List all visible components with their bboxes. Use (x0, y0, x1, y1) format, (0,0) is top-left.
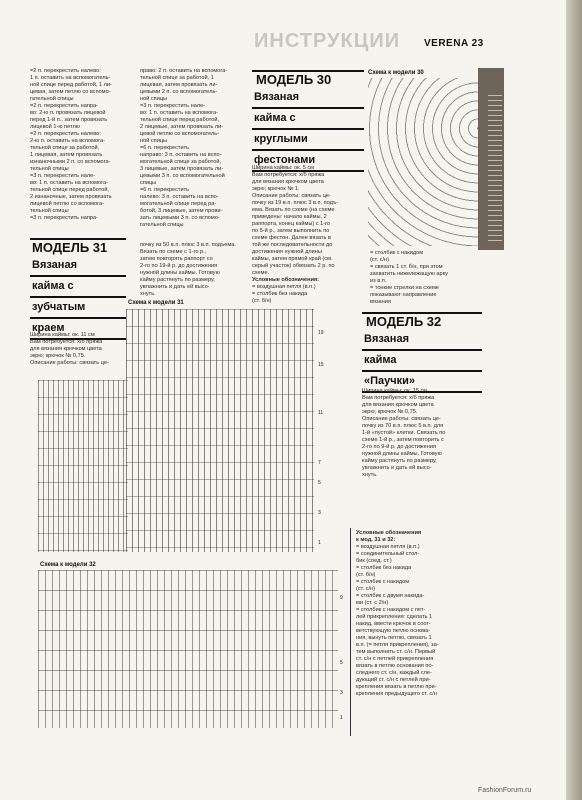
brand-header (424, 38, 484, 49)
text-line: для вязания крючком цвета (252, 179, 324, 185)
model30-title-line: фестонами (252, 151, 364, 172)
text-line: раппорта, конец каймы) с 1-го (252, 221, 331, 227)
text-line: схеме. (252, 270, 270, 276)
text-line: ной спицы (140, 96, 168, 102)
column-divider (350, 528, 351, 736)
text-line: схеме 1-й р., затем повторить с (362, 437, 444, 443)
text-line: тельной спицы (30, 208, 69, 214)
text-line: накид, ввести крючок в соот- (356, 621, 431, 627)
text-line: 2 лицевые, затем провязать ли- (140, 124, 224, 130)
text-line: лицевая, затем провязать ли- (140, 82, 218, 88)
text-line: захватить нижележащую арку (370, 271, 448, 277)
text-line: для вязания крючком цвета (362, 402, 434, 408)
text-line: Условные обозначения (356, 530, 422, 536)
text-line: для вязания крючком цвета (30, 346, 102, 352)
text-line: по 5-й р., затем выполнить по (252, 228, 330, 234)
text-line: = столбик с накидом (370, 250, 424, 256)
text-line: ми (ст. с 2/н) (356, 600, 389, 606)
text-line: зать лицевыми 3 п. со вспомо- (140, 215, 220, 221)
text-line: во: 1 п. оставить на вспомога- (140, 110, 219, 116)
text-line: Ширина каймы: ок. 11 см (30, 332, 95, 338)
text-line: 3 лицевые, затем провязать ли- (140, 166, 224, 172)
text-line: кайму растянуть по размеру, (362, 458, 437, 464)
model31-title-line: краем (30, 319, 126, 340)
text-line: = столбик с накидом (356, 579, 410, 585)
scheme30-label: Схема к модели 30 (368, 70, 424, 76)
page-number: 23 (471, 38, 484, 49)
middle-column-text (140, 68, 246, 229)
text-line: ния, вынуть петлю, связать 1 (356, 635, 432, 641)
text-line: цевыми 3 п. со вспомогательной (140, 173, 225, 179)
text-line: = столбик с двумя накида- (356, 593, 425, 599)
model32-legend (356, 530, 460, 698)
text-line: почку из 50 в.п. плюс 3 в.п. подъема. (140, 242, 236, 248)
text-line: = соединительный стол- (356, 551, 420, 557)
text-line: лицевой 1-ю петлю (30, 124, 80, 130)
text-line: ст. с/н с петлей прикрепления (356, 656, 434, 662)
model32-title-line: кайма (362, 351, 482, 372)
model30-label: МОДЕЛЬ 30 (256, 72, 332, 87)
text-line: цевая, затем петлю со вспомо- (30, 89, 111, 95)
text-line: (ст. с/н) (370, 257, 390, 263)
model30-title (252, 88, 364, 172)
text-line: = воздушная петля (в.п.) (356, 544, 420, 550)
text-line: = столбик без накида (252, 291, 308, 297)
text-line: (ст. б/н) (252, 298, 272, 304)
text-line: лей прикрепления: сделать 1 (356, 614, 433, 620)
model31-title-line: зубчатым (30, 298, 126, 319)
text-line: схеме фестон. Далее вязать в (252, 235, 331, 241)
text-line: =2 п. перекрестить налево: (30, 68, 101, 74)
scheme31-diagram (126, 309, 314, 552)
text-line: =2 п. перекрестить налево: (30, 131, 101, 137)
text-line: показывают направление (370, 292, 437, 298)
text-line: крепления предыдущего ст. с/н (356, 691, 437, 697)
model32-title-line: «Паучки» (362, 372, 482, 393)
text-line: из в.п. (370, 278, 387, 284)
text-line: следнего ст. с/н, каждый сле- (356, 670, 432, 676)
text-line: = связать 1 ст. б/н, при этом (370, 264, 443, 270)
text-line: хнуть. (140, 291, 156, 297)
text-line: =3 п. перекрестить нале- (140, 103, 206, 109)
text-line: =3 п. перекрестить нале- (30, 173, 96, 179)
text-line: тельной спице перед работой, (140, 117, 219, 123)
scheme32-diagram (38, 570, 338, 728)
text-line: =6 п. перекрестить (140, 187, 190, 193)
text-line: = воздушная петля (в.п.) (252, 284, 316, 290)
text-line: Описание работы: связать це- (362, 416, 441, 422)
text-line: тем выполнить ст. с/н. Первый (356, 649, 436, 655)
text-line: перед 1-й п., затем провязать (30, 117, 108, 123)
text-line: 1-й «пустой» клетки. Связать по (362, 430, 446, 436)
text-line: направо: 3 п. оставить на вспо- (140, 152, 222, 158)
text-line: ема. Вязать по схеме (на схеме (252, 207, 335, 213)
model31-title-line: Вязаная (30, 256, 126, 277)
text-line: цевыми 2 п. со вспомогатель- (140, 89, 218, 95)
text-line: в.п. (= петля прикрепления), за- (356, 642, 439, 648)
header-ghost-title: ИНСТРУКЦИИ (254, 30, 401, 52)
text-line: ботой, 3 лицевые, затем прови- (140, 208, 223, 214)
text-line: ветствующую петлю основа- (356, 628, 431, 634)
row-number: 15 (318, 362, 324, 368)
model31-title (30, 256, 126, 340)
text-line: достижения нужной длины (252, 249, 322, 255)
text-line: могательной спице перед ра- (140, 201, 217, 207)
scheme31-diagram-left (38, 380, 128, 552)
text-line: серый участок) обвязать 2 р. по (252, 263, 335, 269)
text-line: тельной спице за работой, (30, 145, 100, 151)
text-line: во: 1 п. оставить на вспомога- (30, 180, 109, 186)
model32-label: МОДЕЛЬ 32 (366, 314, 442, 329)
text-line: Описание работы: связать це- (30, 360, 109, 366)
text-line: ной спице перед работой, 1 ли- (30, 82, 112, 88)
text-line: Вам потребуется: х/б пряжа (362, 395, 435, 401)
page-binding-edge (566, 0, 582, 800)
text-line: изнаночными 2 п. со вспомога- (30, 159, 111, 165)
text-line: бик (соед. ст.) (356, 558, 392, 564)
model31-label: МОДЕЛЬ 31 (32, 240, 108, 255)
text-line: 2 изнаночные, затем провязать (30, 194, 112, 200)
row-number: 3 (318, 510, 321, 516)
text-line: дующий ст. с/н с петлей при- (356, 677, 431, 683)
brand-name: VERENA (424, 38, 469, 49)
text-line: той же последовательности до (252, 242, 333, 248)
left-column-text (30, 68, 136, 222)
text-line: =2 п. перекрестить напра- (30, 103, 98, 109)
model32-title-line: Вязаная (362, 330, 482, 351)
text-line: лицевой петлю со вспомога- (30, 201, 104, 207)
text-line: каймы, затем прямой край (см. (252, 256, 333, 262)
text-line: Ширина каймы: ок. 15 см (362, 388, 428, 394)
text-line: увлажнить и дать ей высо- (362, 465, 432, 471)
text-line: = тонкие стрелки на схеме (370, 285, 439, 291)
text-line: =6 п. перекрестить (140, 145, 190, 151)
row-number: 1 (340, 715, 343, 721)
text-line: =3 п. перекрестить напра- (30, 215, 98, 221)
model31-title-line: кайма с (30, 277, 126, 298)
text-line: затем повторять раппорт со (140, 256, 213, 262)
text-line: тельной спице перед работой, (30, 187, 109, 193)
text-line: Вам потребуется: х/б пряжа (252, 172, 325, 178)
text-line: вязания (370, 299, 391, 305)
text-line: почку из 70 в.п. плюс 5 в.п. для (362, 423, 444, 429)
text-line: вязать в петлю основания по- (356, 663, 434, 669)
text-line: 2-ю п. оставить на вспомога- (30, 138, 105, 144)
text-line: экрю; крючок № 0,75. (30, 353, 86, 359)
row-number: 7 (318, 460, 321, 466)
text-line: 2-го по 19-й р. до достижения (140, 263, 218, 269)
model32-title (362, 330, 482, 393)
text-line: Условные обозначения: (252, 277, 320, 283)
page-edge-ticks (488, 95, 502, 245)
text-line: могательной спице за работой, (140, 159, 222, 165)
text-line: тельной спице за работой, 1 (140, 75, 214, 81)
row-number: 5 (340, 660, 343, 666)
text-line: увлажнить и дать ей высо- (140, 284, 210, 290)
scheme30-diagram (368, 78, 478, 246)
row-number: 5 (318, 480, 321, 486)
text-line: право: 2 п. оставить на вспомога- (140, 68, 228, 74)
text-line: спицы (140, 180, 157, 186)
text-line: хнуть. (362, 472, 378, 478)
text-line: экрю; крючок № 0,75. (362, 409, 418, 415)
text-line: 2-го по 9-й р. до достижения (362, 444, 437, 450)
model32-text (362, 388, 482, 479)
row-number: 1 (318, 540, 321, 546)
model30-text (252, 165, 362, 305)
text-line: кайму растянуть по размеру, (140, 277, 215, 283)
text-line: Описание работы: связать це- (252, 193, 331, 199)
text-line: Вам потребуется: х/б пряжа (30, 339, 103, 345)
row-number: 9 (340, 595, 343, 601)
scheme31-label: Схема к модели 31 (128, 300, 184, 306)
text-line: гательной спицы (30, 96, 74, 102)
text-line: 1 лицевая, затем провязать (30, 152, 103, 158)
text-line: приведены: начало каймы, 2 (252, 214, 327, 220)
text-line: почку из 19 в.п. плюс 3 в.п. подъ- (252, 200, 339, 206)
text-line: ной спицы (140, 138, 168, 144)
text-line: Вязать по схеме с 1-го р., (140, 249, 207, 255)
text-line: = столбик с накидом с пет- (356, 607, 426, 613)
text-line: налево: 3 п. оставить на вспо- (140, 194, 219, 200)
model30-title-line: круглыми (252, 130, 364, 151)
text-line: Ширина каймы: ок. 5 см (252, 165, 314, 171)
text-line: 1 п. оставить на вспомогатель- (30, 75, 111, 81)
scheme32-label: Схема к модели 32 (40, 562, 96, 568)
model31-text-cont (140, 242, 250, 298)
text-line: = столбик без накида (356, 565, 412, 571)
model31-text (30, 332, 126, 367)
text-line: гательной спицы (140, 222, 184, 228)
text-line: цевой петлю со вспомогатель- (140, 131, 220, 137)
text-line: к мод. 31 и 32: (356, 537, 396, 543)
model30-title-line: Вязаная (252, 88, 364, 109)
row-number: 3 (340, 690, 343, 696)
text-line: нужной длины каймы. Готовую (362, 451, 442, 457)
model30-title-line: кайма с (252, 109, 364, 130)
row-number: 19 (318, 330, 324, 336)
watermark-footer: FashionForum.ru (478, 787, 532, 794)
model30-legend (370, 250, 478, 306)
text-line: (ст. б/н) (356, 572, 376, 578)
text-line: нужной длины каймы. Готовую (140, 270, 220, 276)
text-line: экрю; крючок № 1. (252, 186, 300, 192)
text-line: крепления вязать в петлю при- (356, 684, 437, 690)
text-line: во: 2-ю п. провязать лицевой (30, 110, 106, 116)
text-line: (ст. с/н) (356, 586, 376, 592)
row-number: 11 (318, 410, 324, 416)
text-line: тельной спицы (30, 166, 69, 172)
